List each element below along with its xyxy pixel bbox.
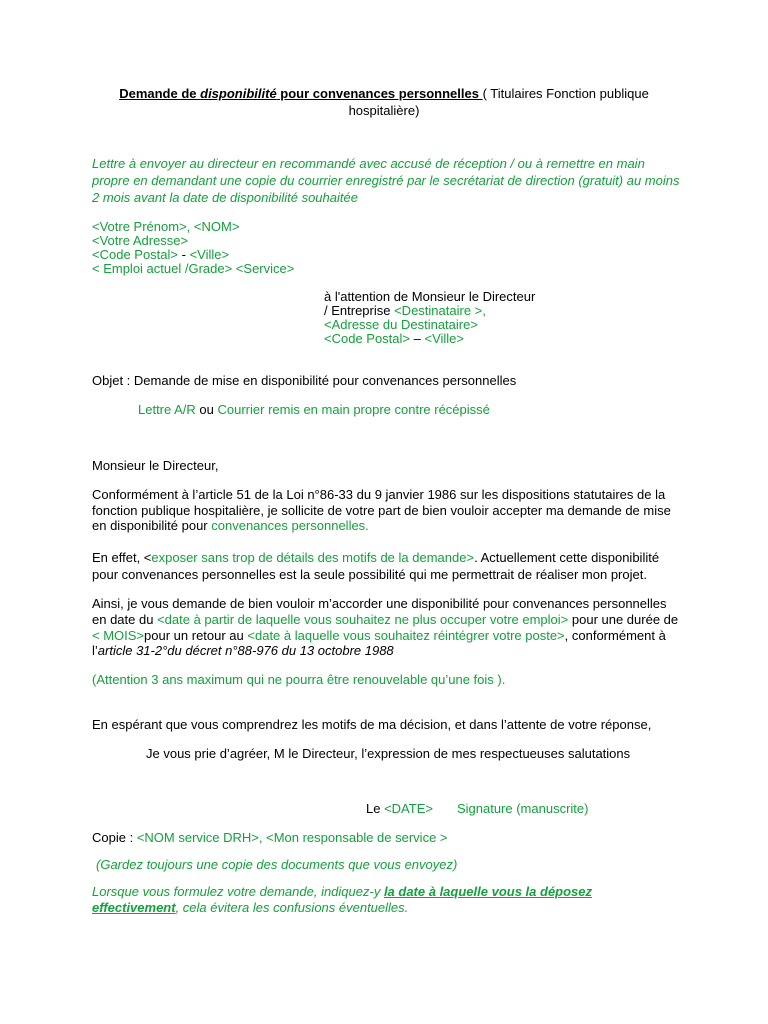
para1-line1: Conformément à l’article 51 de la Loi n°86-33 du 9 janvier 1986 sur les dispositions statutaires de la <box>92 487 666 502</box>
final-note-line2 <box>92 899 408 916</box>
title-bold-prefix: Demande de <box>119 86 201 101</box>
para3-line4 <box>92 642 394 659</box>
para2-motifs: exposer sans trop de détails des motifs de la demande> <box>151 550 475 565</box>
recipient-line-4 <box>324 330 464 347</box>
sending-mode <box>138 401 490 418</box>
para3-line2-a: en date du <box>92 612 158 627</box>
sender-city: <Ville> <box>189 247 230 262</box>
title-bold-suffix: pour convenances personnelles <box>276 86 483 101</box>
letter-title <box>90 85 678 119</box>
recipient-postal: <Code Postal> <box>324 331 411 346</box>
final-note-prefix: Lorsque vous formulez votre demande, indiquez-y <box>92 884 384 899</box>
para3-months: < MOIS> <box>92 628 145 643</box>
recipient-line-2-prefix: / Entreprise <box>324 303 395 318</box>
recipient-destinataire: <Destinataire >, <box>394 303 486 318</box>
title-bold-italic: disponibilité <box>200 86 277 101</box>
recipient-line-3: <Adresse du Destinataire> <box>324 317 478 332</box>
final-note-line1 <box>92 883 592 900</box>
closing-line-1: En espérant que vous comprendrez les motifs de ma décision, et dans l’attente de votre réponse, <box>92 717 652 732</box>
final-note-suffix: , cela évitera les confusions éventuelles. <box>175 900 409 915</box>
copy-recipients: <NOM service DRH>, <Mon responsable de service > <box>136 830 448 845</box>
para3-line3-a: pour un retour au <box>144 628 248 643</box>
instruction-line-1: Lettre à envoyer au directeur en recommandé avec accusé de réception / ou à remettre en main <box>92 156 645 171</box>
instruction-line-3: 2 mois avant la date de disponibilité souhaitée <box>92 190 358 205</box>
mode-option-2: Courrier remis en main propre contre récépissé <box>217 402 490 417</box>
recipient-line-1: à l'attention de Monsieur le Directeur <box>324 289 536 304</box>
sender-address: <Votre Adresse> <box>92 233 189 248</box>
para3-return-date: <date à laquelle vous souhaitez réintégrer votre poste> <box>247 628 565 643</box>
sender-name: <Votre Prénom>, <NOM> <box>92 219 240 234</box>
attention-note: (Attention 3 ans maximum qui ne pourra être renouvelable qu’une fois ). <box>92 672 506 687</box>
sender-job: < Emploi actuel /Grade> <Service> <box>92 261 295 276</box>
recipient-city: <Ville> <box>424 331 464 346</box>
sender-postal: <Code Postal> <box>92 247 179 262</box>
para1-line2: fonction publique hospitalière, je sollicite de votre part de bien vouloir accepter ma demande de mise <box>92 503 671 518</box>
date-signature <box>366 800 588 817</box>
instruction-line-2: propre en demandant une copie du courrier enregistré par le secrétariat de direction (gratuit) au moins <box>92 173 680 188</box>
mode-or: ou <box>195 402 218 417</box>
para3-line2 <box>92 611 678 628</box>
keep-copy-note: (Gardez toujours une copie des documents que vous envoyez) <box>96 857 458 872</box>
para2-line1-b: . Actuellement cette disponibilité <box>474 550 660 565</box>
para2-line1-a: En effet, < <box>92 550 152 565</box>
title-normal-line2: hospitalière) <box>348 103 420 118</box>
date-placeholder: <DATE> <box>384 801 433 816</box>
closing-line-2: Je vous prie d’agréer, M le Directeur, l’expression de mes respectueuses salutations <box>146 746 631 761</box>
final-note-bold1: la date à laquelle vous la déposez <box>383 884 593 899</box>
para1-convenances: convenances personnelles. <box>211 518 369 533</box>
para3-line3-b: , conformément à <box>564 628 666 643</box>
para1-line3 <box>92 517 369 534</box>
copy-label: Copie : <box>92 830 137 845</box>
recipient-dash: – <box>410 331 425 346</box>
letter-subject: Objet : Demande de mise en disponibilité pour convenances personnelles <box>92 373 517 388</box>
para3-line4-a: l’ <box>92 643 98 658</box>
salutation: Monsieur le Directeur, <box>92 458 219 473</box>
title-bold <box>119 86 482 101</box>
para3-line2-b: pour une durée de <box>568 612 679 627</box>
final-note-bold2: effectivement <box>92 900 176 915</box>
mode-option-1: Lettre A/R <box>138 402 196 417</box>
copy-line <box>92 829 448 846</box>
para2-line2: pour convenances personnelles est la seule possibilité qui me permettrait de réaliser mon projet. <box>92 567 647 582</box>
para3-decree: article 31-2°du décret n°88-976 du 13 octobre 1988 <box>97 643 394 658</box>
date-le: Le <box>366 801 385 816</box>
sender-dash: - <box>178 247 190 262</box>
para2-line1 <box>92 549 659 566</box>
para1-line3-prefix: en disponibilité pour <box>92 518 212 533</box>
signature-placeholder: Signature (manuscrite) <box>456 801 589 816</box>
para3-line1: Ainsi, je vous demande de bien vouloir m’accorder une disponibilité pour convenances personnelles <box>92 596 667 611</box>
title-normal-line1: ( Titulaires Fonction publique <box>482 86 649 101</box>
para3-start-date: <date à partir de laquelle vous souhaitez ne plus occuper votre emploi> <box>157 612 569 627</box>
